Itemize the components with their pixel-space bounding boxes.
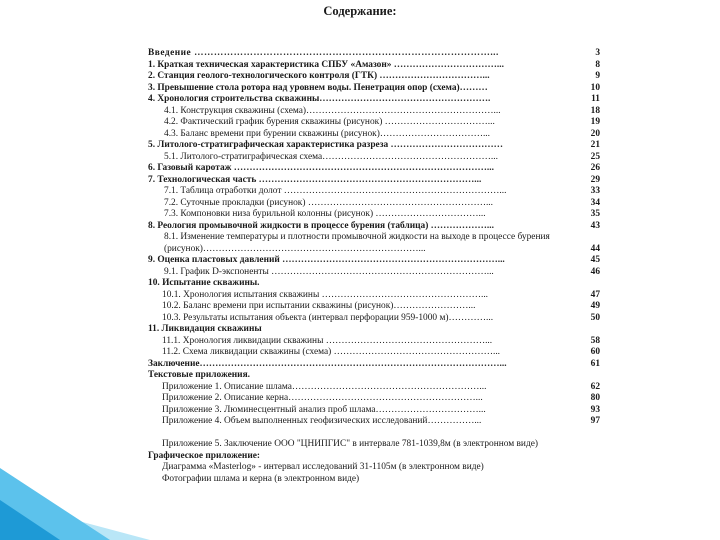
- toc-entry-photos: [148, 474, 600, 486]
- toc-page-number: 3: [595, 48, 600, 58]
- toc-entry-text: 10.3. Результаты испытания объекта (интервал перфорации 959-1000 м)…………...: [162, 312, 494, 323]
- toc-entry-text: 3. Превышение стола ротора над уровнем воды. Пенетрация опор (схема)………: [148, 82, 488, 93]
- toc-entry-5: [148, 140, 600, 152]
- toc-entry-text: Графическое приложение:: [148, 450, 261, 461]
- toc-page-number: 61: [590, 358, 600, 369]
- toc-entry-7: [148, 175, 600, 187]
- toc-entry-text: Заключение……………………………………………………………………………………...: [148, 358, 507, 369]
- toc-page-number: 49: [590, 301, 600, 311]
- toc-entry-appendix-4: [148, 416, 600, 428]
- toc-entry-10-1: [148, 290, 600, 302]
- toc-page-number: 19: [590, 117, 600, 127]
- toc-entry-text: Введение ………………………………………………………………………………...: [148, 48, 499, 58]
- toc-entry-6: [148, 163, 600, 175]
- toc-page-number: 62: [590, 381, 600, 392]
- toc-entry-8: [148, 221, 600, 233]
- toc-entry-appendix-3: [148, 405, 600, 417]
- toc-entry-2: [148, 71, 600, 83]
- toc-page-number: 97: [590, 416, 600, 426]
- toc-entry-4: [148, 94, 600, 106]
- toc-page-number: 47: [590, 289, 600, 300]
- toc-entry-text: 11.2. Схема ликвидации скважины (схема) ……………………………………………...: [162, 347, 501, 357]
- toc-page-number: 58: [590, 335, 600, 346]
- toc-entry-appendix-1: [148, 382, 600, 394]
- toc-entry-graphic-appendix: [148, 451, 600, 463]
- toc-entry-10-3: [148, 313, 600, 325]
- toc-entry-conclusion: [148, 359, 600, 371]
- toc-page-number: 35: [590, 209, 600, 219]
- toc-entry-text: 7. Технологическая часть ……………………………………………………………...: [148, 174, 482, 185]
- toc-entry-text: 11.1. Хронология ликвидации скважины ……………………………………………...: [162, 335, 493, 346]
- toc-entry-3: [148, 83, 600, 95]
- toc-entry-4-2: [148, 117, 600, 129]
- toc-page-number: 80: [590, 393, 600, 403]
- toc-page-number: 25: [590, 151, 600, 162]
- toc-page-number: 60: [590, 347, 600, 357]
- toc-entry-text: Приложение 2. Описание керна……………………………………………………...: [162, 393, 483, 403]
- toc-entry-7-3: [148, 209, 600, 221]
- toc-entry-text: 10. Испытание скважины.: [148, 278, 260, 288]
- toc-page-number: 50: [590, 312, 600, 323]
- toc-entry-introduction: [148, 48, 600, 60]
- toc-page-number: 46: [590, 266, 600, 277]
- toc-page-number: 33: [590, 186, 600, 196]
- toc-entry-masterlog: [148, 462, 600, 474]
- toc-page-number: 10: [590, 82, 600, 93]
- toc-entry-8-1: [148, 232, 600, 255]
- toc-page-number: 26: [590, 163, 600, 173]
- toc-entry-7-2: [148, 198, 600, 210]
- toc-page-number: 9: [595, 71, 600, 81]
- toc-entry-text: Диаграмма «Masterlog» - интервал исследований 31-1105м (в электронном виде): [162, 462, 484, 472]
- toc-entry-text: 4. Хронология строительства скважины……………………………………………….: [148, 94, 491, 104]
- toc-entry-text: 7.1. Таблица отработки долот ……………………………………………………………...: [164, 186, 507, 196]
- toc-page-number: 11: [591, 94, 600, 104]
- toc-entry-text: 6. Газовый каротаж ………………………………………………………………………...: [148, 163, 494, 173]
- toc-entry-text: 11. Ликвидация скважины: [148, 324, 262, 334]
- toc-entry-text: 4.1. Конструкция скважины (схема)……………………………………………………...: [164, 105, 501, 116]
- toc-page-number: 34: [590, 197, 600, 208]
- toc-entry-5-1: [148, 152, 600, 164]
- toc-entry-text: Приложение 4. Объем выполненных геофизических исследований……………...: [162, 416, 482, 426]
- toc-entry-text: 10.2. Баланс времени при испытании скважины (рисунок)……………………...: [162, 301, 476, 311]
- toc-entry-9: [148, 255, 600, 267]
- toc-entry-appendix-2: [148, 393, 600, 405]
- toc-entry-text-appendices: [148, 370, 600, 382]
- table-of-contents: [148, 48, 600, 485]
- toc-entry-text: 1. Краткая техническая характеристика СПБУ «Амазон» ……………………………...: [148, 59, 504, 70]
- toc-page-number: 44: [590, 243, 600, 254]
- toc-page-number: 8: [595, 59, 600, 70]
- toc-entry-text: 9.1. График D-экспоненты ……………………………………………………………...: [164, 266, 494, 277]
- toc-entry-text: Приложение 3. Люминесцентный анализ проб шлама……………………………...: [162, 404, 486, 415]
- toc-entry-text: 4.2. Фактический график бурения скважины (рисунок) ……………………………...: [164, 117, 495, 127]
- toc-entry-text: 4.3. Баланс времени при бурении скважины (рисунок)……………………………...: [164, 128, 490, 139]
- toc-page-number: 18: [590, 105, 600, 116]
- toc-entry-text: 7.2. Суточные прокладки (рисунок) …………………………………………………...: [164, 197, 493, 208]
- toc-entry-4-3: [148, 129, 600, 141]
- toc-entry-text: Фотографии шлама и керна (в электронном виде): [162, 473, 360, 484]
- toc-page-number: 43: [590, 220, 600, 231]
- toc-entry-10: [148, 278, 600, 290]
- toc-entry-text: 9. Оценка пластовых давлений ……………………………………………………………...: [148, 255, 505, 265]
- toc-entry-9-1: [148, 267, 600, 279]
- document-title: Содержание:: [323, 4, 397, 18]
- toc-entry-text: 8.1. Изменение температуры и плотности промывочной жидкости на выходе в процессе бурения (рисунок)……………………………………………………………...: [164, 232, 550, 254]
- toc-entry-text: Текстовые приложения.: [148, 370, 250, 380]
- toc-page-number: 45: [590, 255, 600, 265]
- toc-entry-11-1: [148, 336, 600, 348]
- toc-page-number: 29: [590, 174, 600, 185]
- toc-entry-4-1: [148, 106, 600, 118]
- toc-page-number: 20: [590, 128, 600, 139]
- toc-entry-1: [148, 60, 600, 72]
- toc-page-number: 93: [590, 404, 600, 415]
- toc-entry-10-2: [148, 301, 600, 313]
- toc-entry-text: 2. Станция геолого-технологического контроля (ГТК) ……………………………...: [148, 71, 490, 81]
- toc-entry-11: [148, 324, 600, 336]
- toc-entry-appendix-5: [148, 428, 600, 451]
- toc-entry-11-2: [148, 347, 600, 359]
- toc-entry-7-1: [148, 186, 600, 198]
- toc-entry-text: Приложение 5. Заключение ООО "ЦНИПГИС" в интервале 781-1039,8м (в электронном виде): [162, 439, 539, 449]
- toc-page-number: 21: [590, 140, 600, 150]
- toc-entry-text: 8. Реология промывочной жидкости в процессе бурения (таблица) ………………...: [148, 220, 494, 231]
- toc-entry-text: 7.3. Компоновки низа бурильной колонны (рисунок) ……………………………...: [164, 209, 486, 219]
- toc-entry-text: Приложение 1. Описание шлама……………………………………………………...: [162, 381, 487, 392]
- corner-decoration: [0, 460, 150, 540]
- toc-entry-text: 5. Литолого-стратиграфическая характеристика разреза ………………………………: [148, 140, 504, 150]
- toc-entry-text: 5.1. Литолого-стратиграфическая схема………………………………………………...: [164, 151, 498, 162]
- toc-entry-text: 10.1. Хронология испытания скважины ……………………………………………...: [162, 289, 489, 300]
